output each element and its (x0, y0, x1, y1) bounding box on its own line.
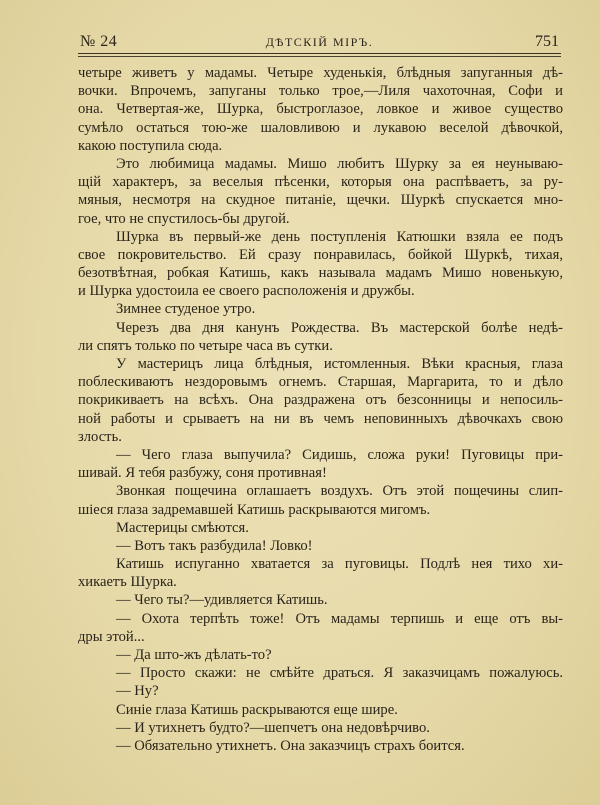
text-line: свое покровительство. Ей сразу понравилась, бойкой Шуркѣ, тихая, (78, 246, 563, 263)
text-line: Мастерицы смѣются. (116, 519, 249, 536)
text-line: дры этой... (78, 628, 145, 645)
running-header (78, 33, 561, 51)
text-line: У мастерицъ лица блѣдныя, истомленныя. Вѣки красныя, глаза (116, 356, 563, 372)
text-line: мяныя, несмотря на скудное питаніе, щечки. Шуркѣ спускается мно- (78, 192, 563, 209)
text-line: Это любимица мадамы. Мишо любитъ Шурку за ея неунываю- (116, 155, 563, 172)
text-line: Звонкая пощечина оглашаетъ воздухъ. Отъ этой пощечины слип- (116, 483, 563, 500)
text-line: сумѣло остаться тою-же шаловливою и лукавою веселой дѣвочкой, (78, 119, 563, 136)
text-line: безотвѣтная, робкая Катишь, какъ называла мадамъ Мишо новенькую, (78, 265, 563, 282)
text-line: — Обязательно утихнетъ. Она заказчицъ страхъ боится. (116, 737, 465, 754)
text-line: Шурка въ первый-же день поступленія Катюшки взяла ее подъ (116, 228, 563, 245)
text-line: — Ну? (116, 683, 159, 700)
page-number: 751 (535, 33, 559, 50)
text-line: Зимнее студеное утро. (116, 301, 256, 318)
header-rule-thin (78, 56, 561, 57)
text-line: покрикиваетъ на всѣхъ. Она раздражена отъ безсонницы и непосиль- (78, 392, 563, 409)
body-text (78, 64, 563, 755)
text-line: Черезъ два дня канунъ Рождества. Въ мастерской болѣе недѣ- (116, 319, 563, 336)
text-line: — Чего глаза выпучила? Сидишь, сложа руки! Пуговицы при- (116, 446, 563, 463)
text-line: шивай. Я тебя разбужу, соня противная! (78, 465, 327, 482)
text-line: она. Четвертая-же, Шурка, быстроглазое, ловкое и живое существо (78, 101, 563, 118)
text-line: четыре живетъ у мадамы. Четыре худенькія, блѣдныя запуганныя дѣ- (78, 65, 563, 81)
text-line: ли спятъ только по четыре часа въ сутки. (78, 337, 333, 354)
text-line: гое, что не спустилось-бы другой. (78, 210, 290, 227)
text-line: шіеся глаза задремавшей Катишь раскрываются мигомъ. (78, 501, 431, 518)
text-line: и Шурка удостоила ее своего расположенія и дружбы. (78, 283, 415, 300)
text-line: хикаетъ Шурка. (78, 574, 177, 591)
magazine-title: ДѢТСКІЙ МІРЪ. (265, 35, 374, 49)
text-line: — И утихнетъ будто?—шепчетъ она недовѣрчиво. (116, 719, 430, 736)
text-line: ной работы и срываетъ на ни въ чемъ неповинныхъ дѣвочкахъ свою (78, 410, 563, 427)
text-line: поблескиваютъ нездоровымъ огнемъ. Старшая, Маргарита, то и дѣло (78, 374, 563, 391)
text-line: вочки. Впрочемъ, запуганы только трое,—Лиля чахоточная, Софи и (78, 83, 563, 100)
issue-number: № 24 (80, 33, 118, 50)
text-line: — Охота терпѣть тоже! Отъ мадамы терпишь и еще отъ вы- (116, 610, 563, 627)
text-line: Синіе глаза Катишь раскрываются еще шире. (116, 701, 398, 718)
text-line: — Чего ты?—удивляется Катишь. (116, 592, 328, 609)
text-line: злость. (78, 428, 122, 445)
text-line: щій характеръ, за веселыя пѣсенки, которыя она распѣваетъ, за ру- (78, 174, 563, 191)
text-line: какою поступила сюда. (78, 137, 223, 154)
text-line: — Просто скажи: не смѣйте драться. Я заказчицамъ пожалуюсь. (116, 665, 563, 682)
text-line: Катишь испуганно хватается за пуговицы. Подлѣ нея тихо хи- (116, 556, 563, 573)
text-line: — Да што-жъ дѣлать-то? (116, 647, 272, 663)
text-line: — Вотъ такъ разбудила! Ловко! (116, 537, 313, 554)
header-rule (78, 53, 561, 54)
